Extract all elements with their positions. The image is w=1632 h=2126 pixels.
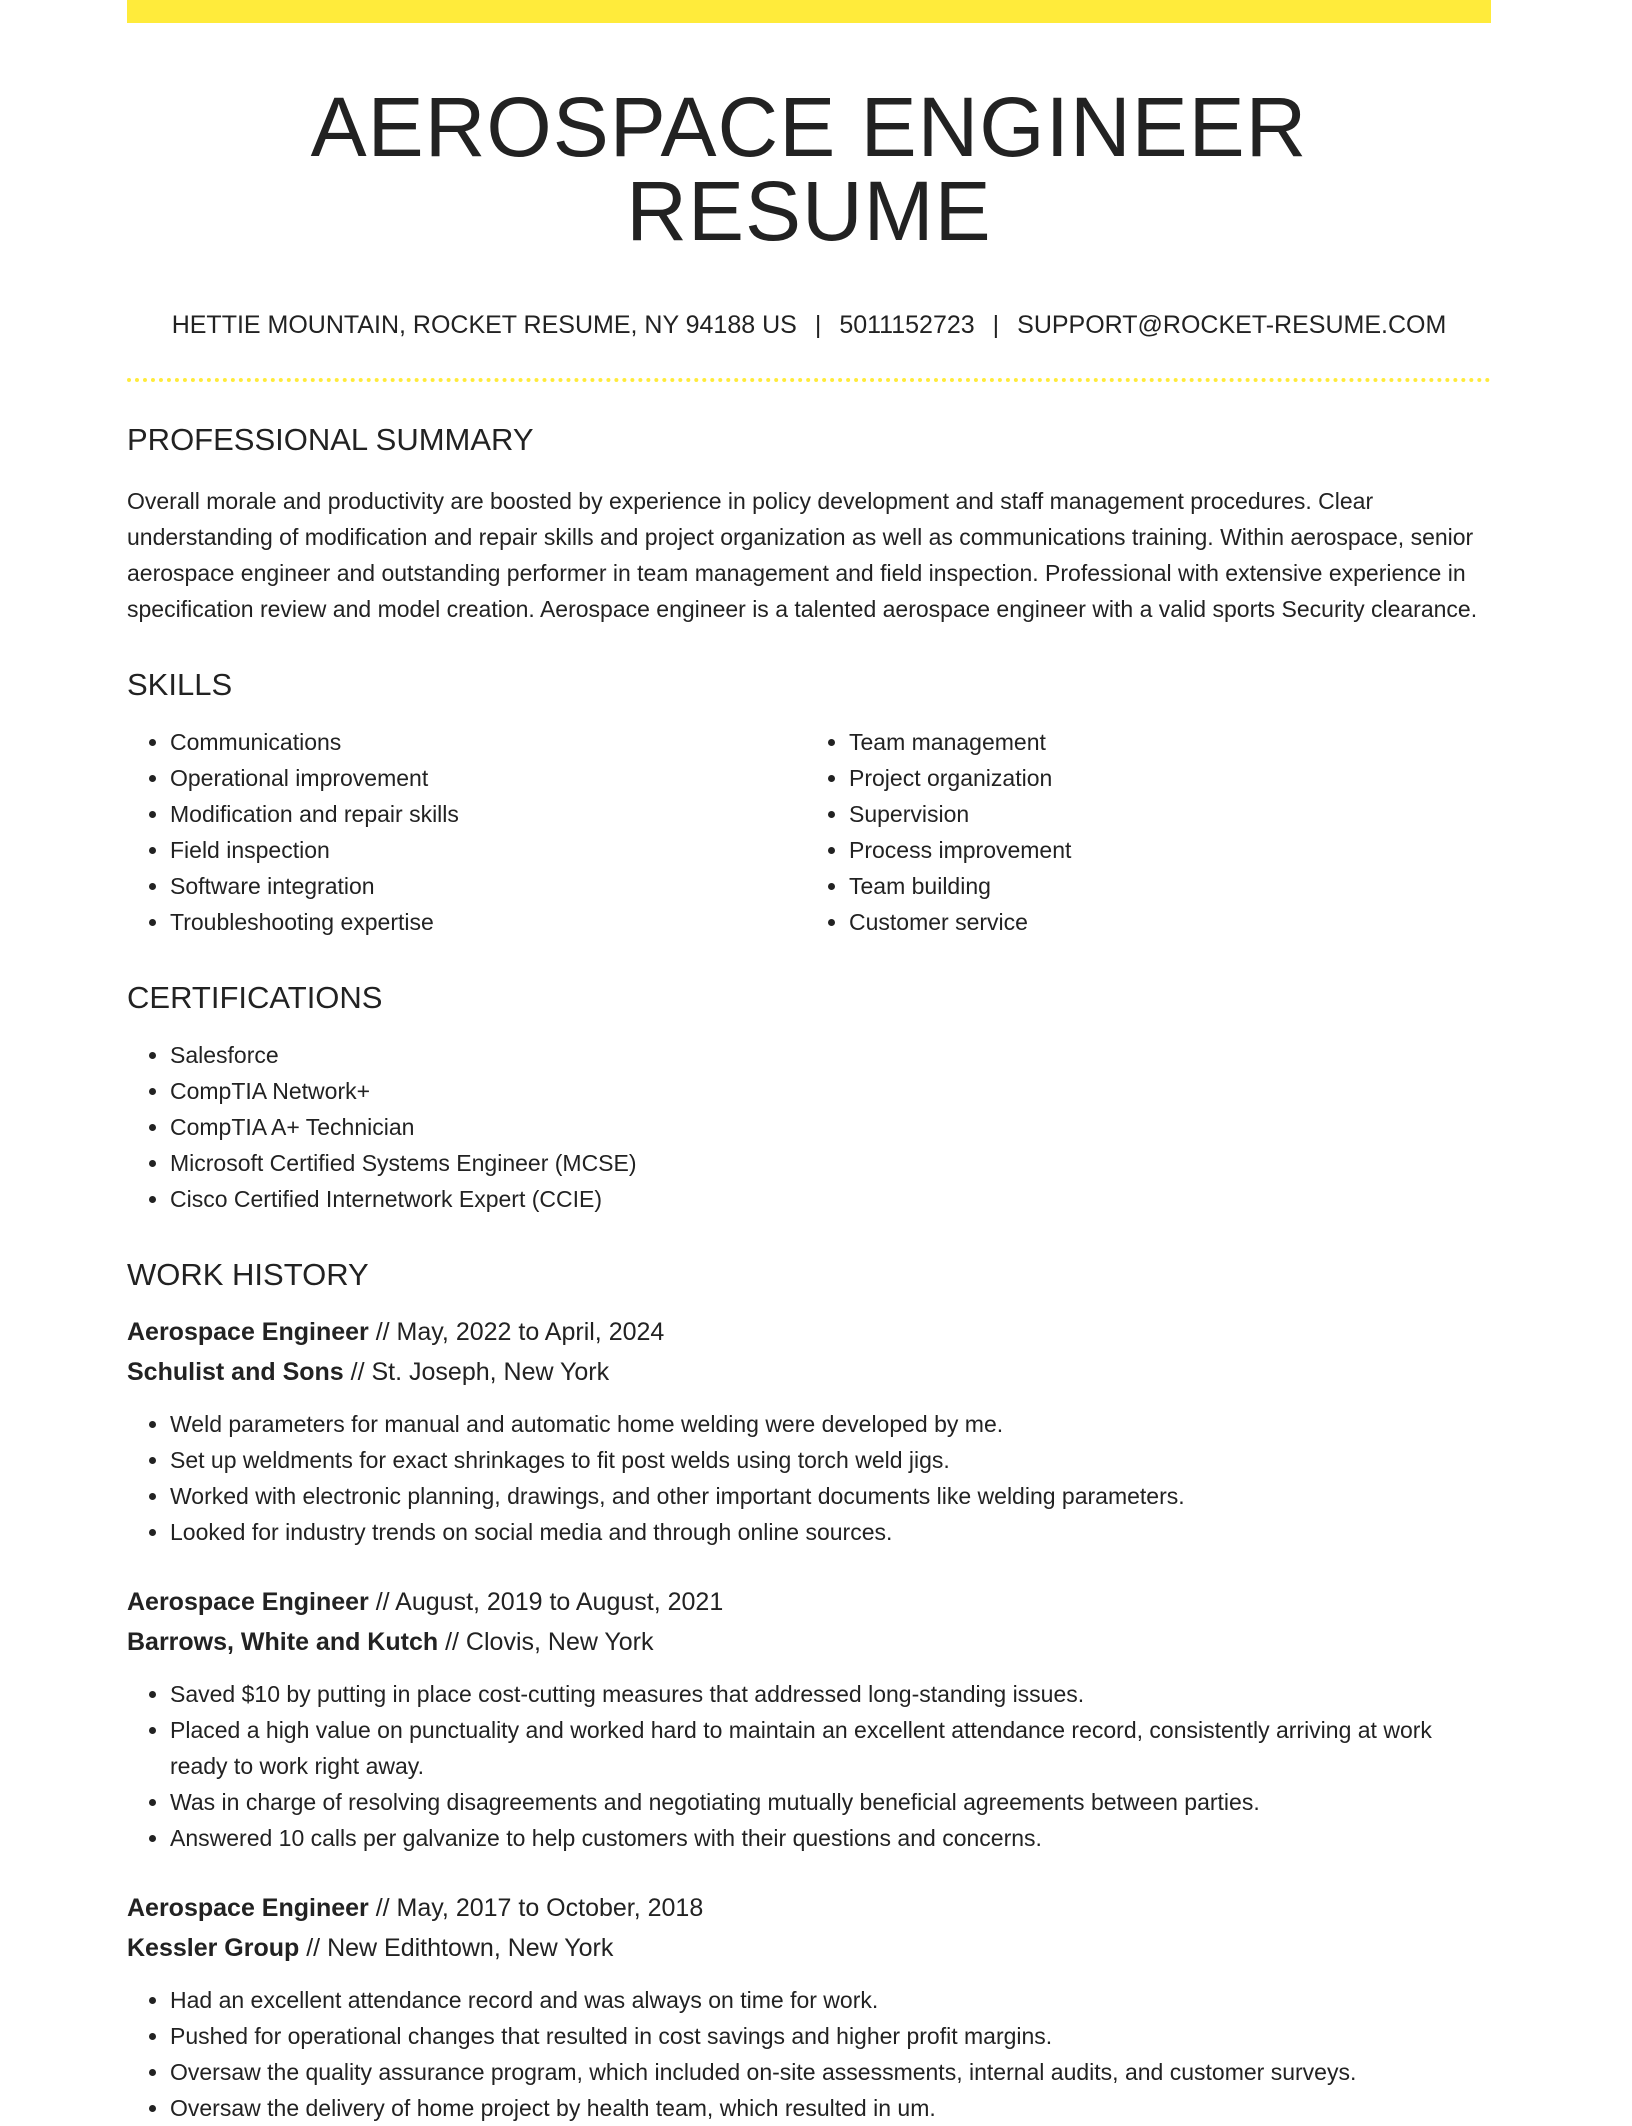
job-title: Aerospace Engineer — [127, 1588, 369, 1616]
skill-item: • Project organization — [849, 760, 1531, 796]
job-company: Barrows, White and Kutch — [127, 1628, 439, 1656]
summary-text: Overall morale and productivity are boosted by experience in policy development and staff management procedures. Clear understanding of modification and repair skills and project organization as well as communications training. Within aerospace, senior aerospace engineer and outstanding performer in team management and field inspection. Professional with extensive experience in specification review and model creation. Aerospace engineer is a talented aerospace engineer with a valid sports Security clearance. — [127, 488, 1478, 622]
job-entry — [127, 1888, 1491, 2126]
skills-heading: SKILLS — [127, 667, 233, 702]
skills-columns — [127, 724, 1491, 940]
top-accent-bar — [127, 0, 1491, 23]
contact-email: SUPPORT@ROCKET-RESUME.COM — [1017, 311, 1447, 339]
job-company: Schulist and Sons — [127, 1358, 344, 1386]
job-bullet: • Oversaw the quality assurance program, which included on-site assessments, internal audits, and customer surveys. — [170, 2054, 1491, 2090]
contact-line — [127, 311, 1491, 340]
skill-item: • Team building — [849, 868, 1531, 904]
certification-item: • Microsoft Certified Systems Engineer (MCSE) — [170, 1145, 1491, 1181]
certification-item: • CompTIA A+ Technician — [170, 1109, 1491, 1145]
skill-item: • Process improvement — [849, 832, 1531, 868]
skill-item: • Communications — [170, 724, 802, 760]
job-title: Aerospace Engineer — [127, 1894, 369, 1922]
job-title: Aerospace Engineer — [127, 1318, 369, 1346]
skills-list-left — [127, 724, 802, 940]
job-header — [127, 1582, 1491, 1662]
job-header — [127, 1888, 1491, 1968]
job-bullets — [127, 1406, 1491, 1550]
contact-address: HETTIE MOUNTAIN, ROCKET RESUME, NY 94188 US — [171, 311, 797, 339]
job-location: // Clovis, New York — [445, 1628, 654, 1656]
job-bullet: • Answered 10 calls per galvanize to help customers with their questions and concerns. — [170, 1820, 1491, 1856]
job-bullet: • Oversaw the delivery of home project by health team, which resulted in um. — [170, 2090, 1491, 2126]
job-location: // New Edithtown, New York — [306, 1934, 614, 1962]
job-dates: // May, 2017 to October, 2018 — [375, 1894, 704, 1922]
job-entry — [127, 1582, 1491, 1856]
certification-item: • Salesforce — [170, 1037, 1491, 1073]
skill-item: • Software integration — [170, 868, 802, 904]
contact-phone: 5011152723 — [839, 311, 975, 339]
contact-separator: | — [814, 311, 822, 339]
certifications-heading: CERTIFICATIONS — [127, 980, 383, 1015]
job-bullet: • Had an excellent attendance record and was always on time for work. — [170, 1982, 1491, 2018]
skills-list-right — [802, 724, 1531, 940]
job-bullet: • Placed a high value on punctuality and worked hard to maintain an excellent attendance record, consistently arriving at work ready to work right away. — [170, 1712, 1491, 1784]
job-location: // St. Joseph, New York — [350, 1358, 610, 1386]
page-title: AEROSPACE ENGINEER RESUME — [310, 80, 1308, 258]
job-dates: // August, 2019 to August, 2021 — [375, 1588, 724, 1616]
job-entry — [127, 1312, 1491, 1550]
job-bullets — [127, 1982, 1491, 2126]
work-history-heading: WORK HISTORY — [127, 1257, 369, 1292]
contact-separator: | — [992, 311, 1000, 339]
job-bullet: • Saved $10 by putting in place cost-cutting measures that addressed long-standing issues. — [170, 1676, 1491, 1712]
job-bullet: • Set up weldments for exact shrinkages to fit post welds using torch weld jigs. — [170, 1442, 1491, 1478]
job-bullet: • Worked with electronic planning, drawings, and other important documents like welding parameters. — [170, 1478, 1491, 1514]
job-bullet: • Pushed for operational changes that resulted in cost savings and higher profit margins. — [170, 2018, 1491, 2054]
dotted-divider — [127, 378, 1491, 382]
job-bullets — [127, 1676, 1491, 1856]
job-company: Kessler Group — [127, 1934, 300, 1962]
job-bullet: • Looked for industry trends on social media and through online sources. — [170, 1514, 1491, 1550]
skill-item: • Troubleshooting expertise — [170, 904, 802, 940]
summary-heading: PROFESSIONAL SUMMARY — [127, 422, 534, 457]
certifications-list — [127, 1037, 1491, 1217]
certification-item: • CompTIA Network+ — [170, 1073, 1491, 1109]
resume-page — [127, 0, 1491, 2126]
skill-item: • Supervision — [849, 796, 1531, 832]
job-dates: // May, 2022 to April, 2024 — [375, 1318, 665, 1346]
skill-item: • Customer service — [849, 904, 1531, 940]
certification-item: • Cisco Certified Internetwork Expert (CCIE) — [170, 1181, 1491, 1217]
skill-item: • Field inspection — [170, 832, 802, 868]
skill-item: • Team management — [849, 724, 1531, 760]
skill-item: • Operational improvement — [170, 760, 802, 796]
job-bullet: • Weld parameters for manual and automatic home welding were developed by me. — [170, 1406, 1491, 1442]
job-header — [127, 1312, 1491, 1392]
skill-item: • Modification and repair skills — [170, 796, 802, 832]
job-bullet: • Was in charge of resolving disagreements and negotiating mutually beneficial agreements between parties. — [170, 1784, 1491, 1820]
